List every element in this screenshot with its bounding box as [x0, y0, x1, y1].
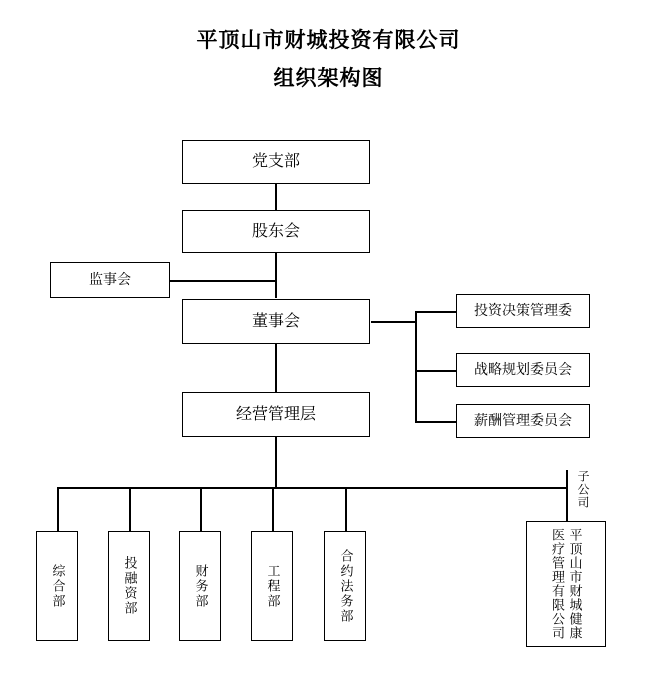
connector-management-departments [275, 437, 277, 487]
node-department-general[interactable]: 综合部 [36, 531, 78, 641]
connector-board-management [275, 344, 277, 392]
node-department-engineering[interactable]: 工程部 [251, 531, 293, 641]
node-department-contract-legal[interactable]: 合约法务部 [324, 531, 366, 641]
node-investment-decision-committee[interactable]: 投资决策管理委 [456, 294, 590, 328]
connector-committee-strategy [415, 370, 456, 372]
connector-party-shareholders [275, 184, 277, 210]
node-board-of-supervisors[interactable]: 监事会 [50, 262, 170, 298]
connector-committee-compensation [415, 421, 456, 423]
connector-dept-contract-drop [345, 487, 347, 531]
connector-dept-finance-drop [200, 487, 202, 531]
node-management-layer[interactable]: 经营管理层 [182, 392, 370, 437]
chart-title-line1: 平顶山市财城投资有限公司 [196, 29, 461, 52]
connector-shareholders-board [275, 253, 277, 298]
node-party-branch[interactable]: 党支部 [182, 140, 370, 184]
node-subsidiary-company[interactable]: 平顶山市财城健康医疗管理有限公司 [526, 521, 606, 647]
connector-committee-investment [415, 311, 456, 313]
node-board-of-directors[interactable]: 董事会 [182, 299, 370, 344]
connector-dept-investment-drop [129, 487, 131, 531]
node-department-finance[interactable]: 财务部 [179, 531, 221, 641]
node-shareholders-meeting[interactable]: 股东会 [182, 210, 370, 253]
chart-title-line2: 组织架构图 [273, 67, 384, 90]
node-department-investment-financing[interactable]: 投融资部 [108, 531, 150, 641]
connector-board-committees [371, 321, 416, 323]
connector-department-bus [57, 487, 567, 489]
connector-committees-bus [415, 311, 417, 421]
connector-subsidiary-drop [566, 470, 568, 521]
label-subsidiary: 子公司 [576, 470, 590, 509]
connector-dept-general-drop [57, 487, 59, 531]
connector-supervisors-spine [170, 280, 275, 282]
node-strategy-planning-committee[interactable]: 战略规划委员会 [456, 353, 590, 387]
connector-dept-engineering-drop [272, 487, 274, 531]
node-compensation-committee[interactable]: 薪酬管理委员会 [456, 404, 590, 438]
